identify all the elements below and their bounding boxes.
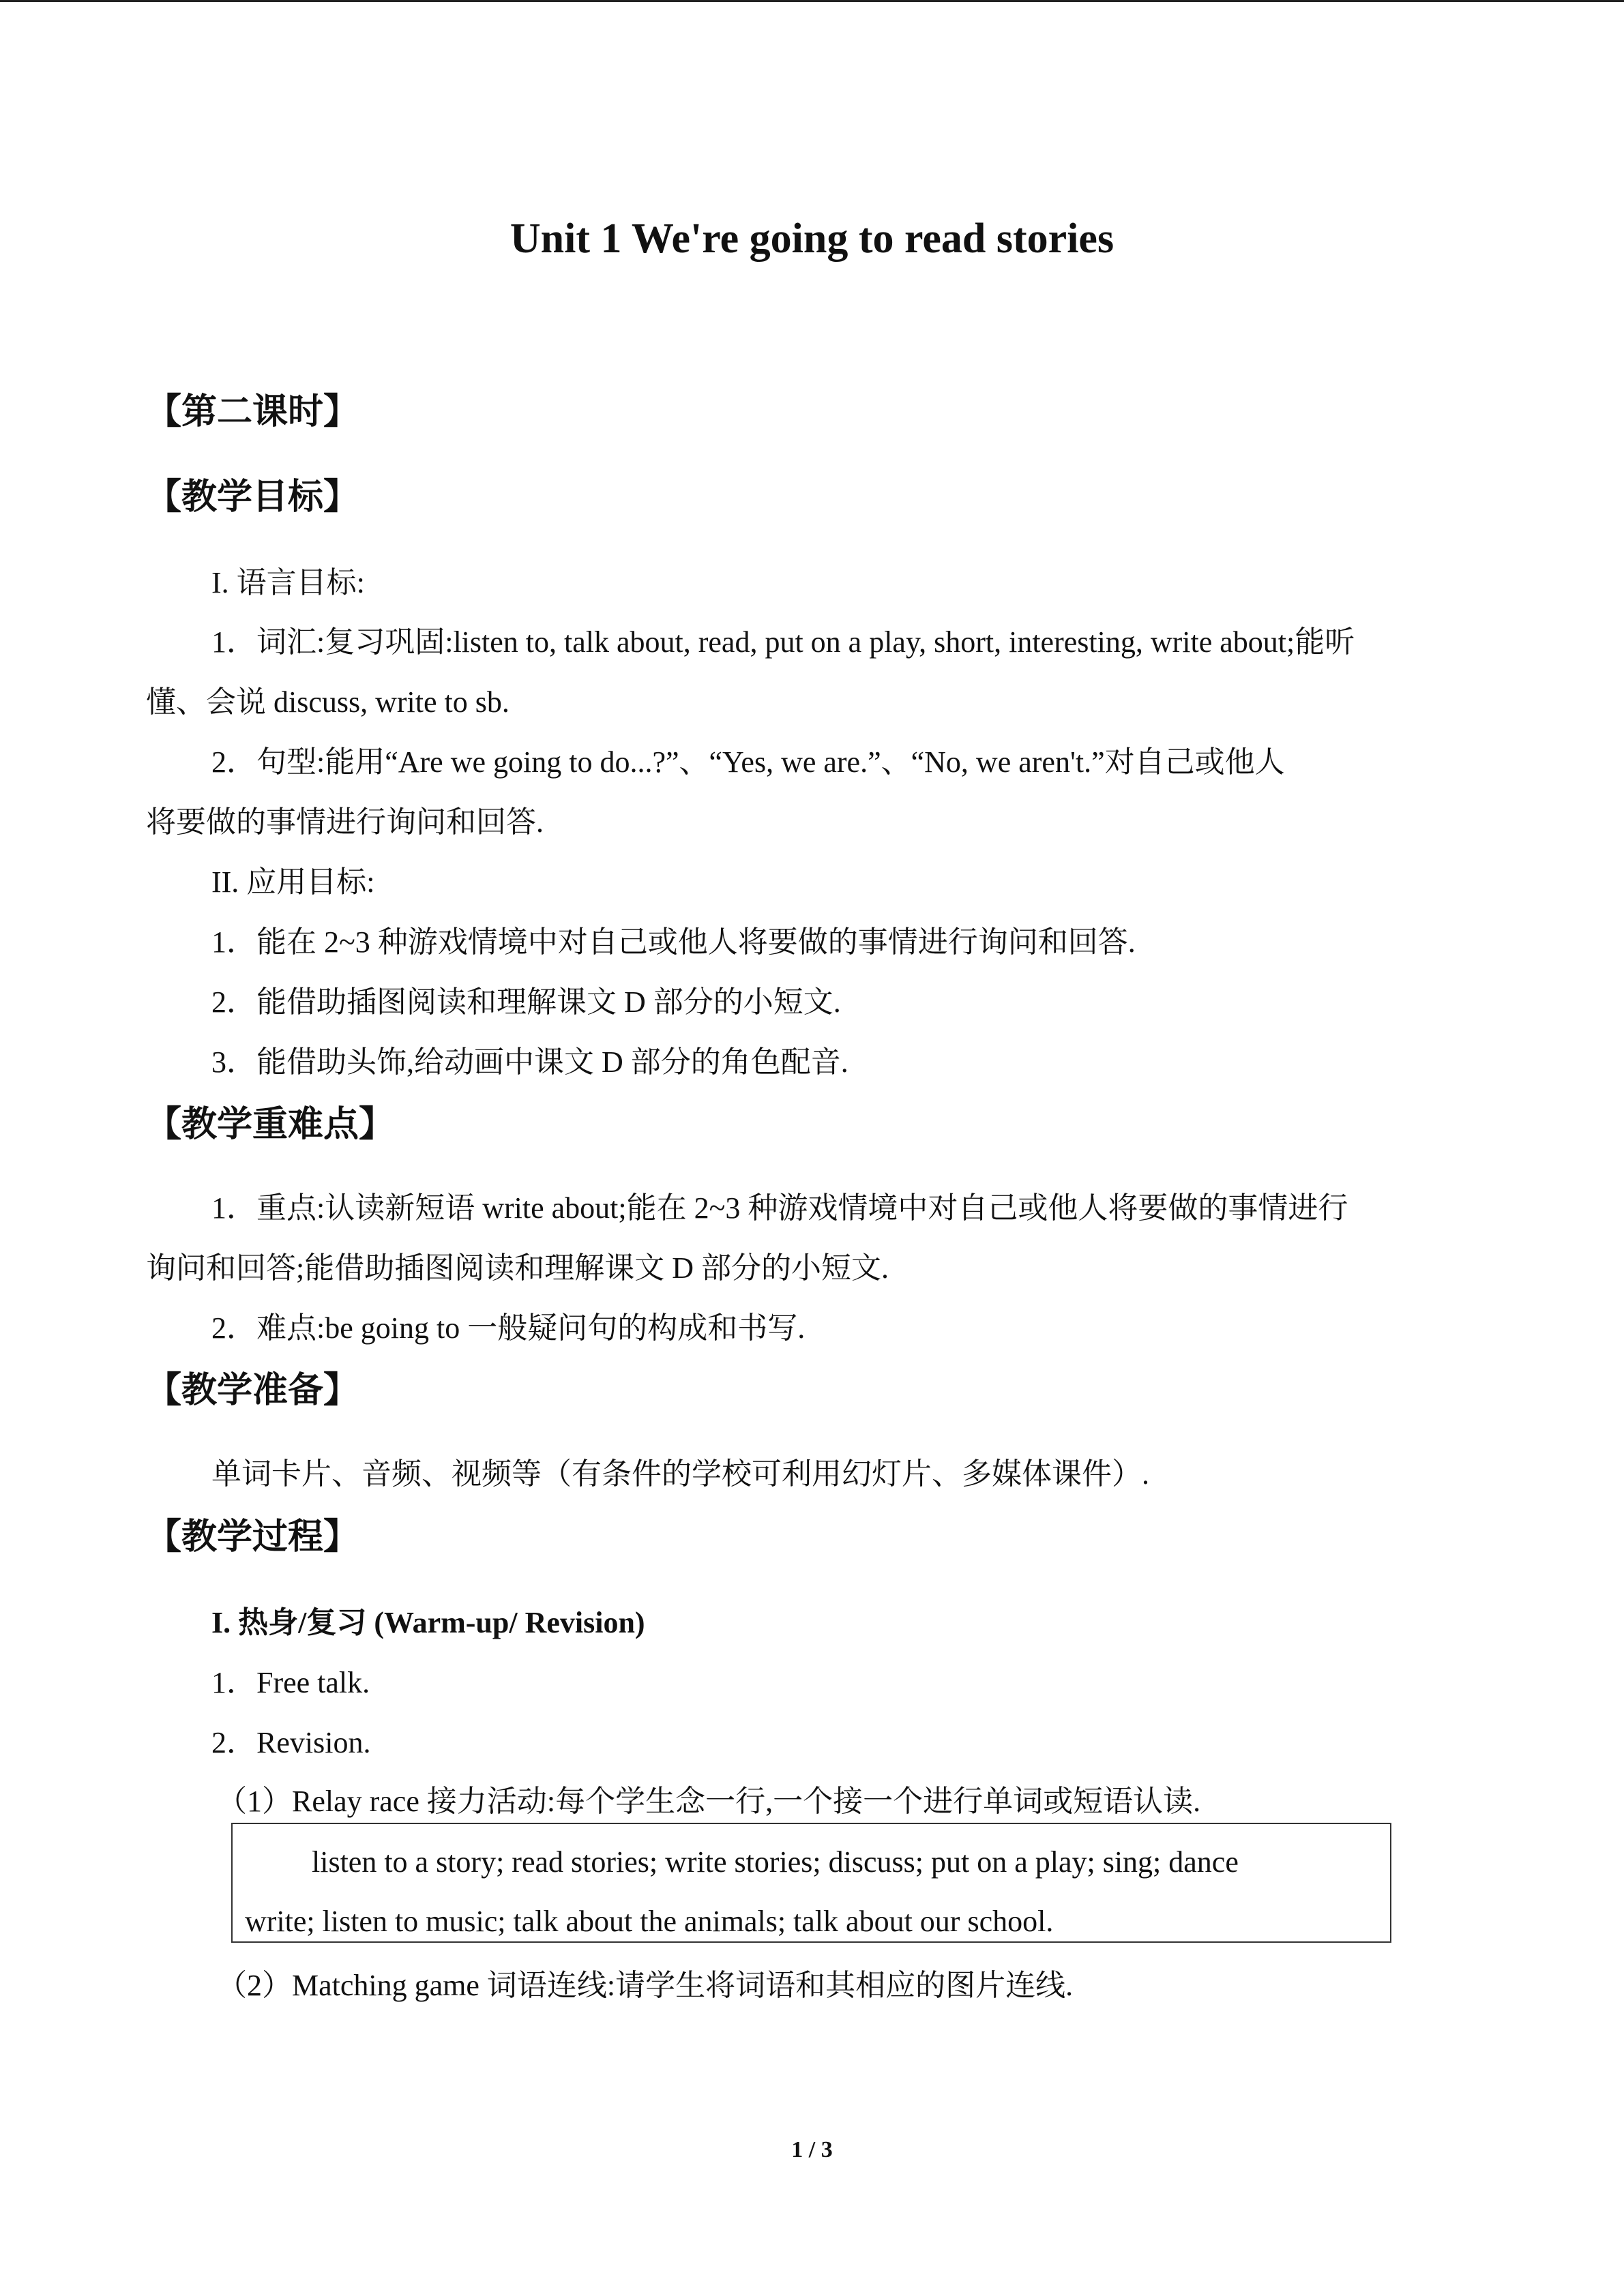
step-free-talk: 1．Free talk. xyxy=(211,1666,370,1699)
phrase-box-line-1: listen to a story; read stories; write stories; discuss; put on a play; sing; dance xyxy=(312,1845,1239,1879)
difficulty-line: 2．难点:be going to 一般疑问句的构成和书写. xyxy=(211,1311,806,1345)
sentence-pattern-line-1: 2．句型:能用“Are we going to do...?”、“Yes, we are.”、“No, we aren't.”对自己或他人 xyxy=(211,745,1285,779)
focus-line-1: 1．重点:认读新短语 write about;能在 2~3 种游戏情境中对自己或他人将要做的事情进行 xyxy=(211,1191,1348,1225)
application-item-1: 1．能在 2~3 种游戏情境中对自己或他人将要做的事情进行询问和回答. xyxy=(211,925,1136,959)
focus-line-2: 询问和回答;能借助插图阅读和理解课文 D 部分的小短文. xyxy=(146,1251,889,1285)
section-objectives: 【教学目标】 xyxy=(146,478,359,517)
language-objectives-heading: I. 语言目标: xyxy=(211,566,365,599)
matching-game-instruction: （2）Matching game 词语连线:请学生将词语和其相应的图片连线. xyxy=(217,1969,1074,2002)
application-item-2: 2．能借助插图阅读和理解课文 D 部分的小短文. xyxy=(211,985,841,1019)
page-number: 1 / 3 xyxy=(791,2137,833,2162)
application-item-3: 3．能借助头饰,给动画中课文 D 部分的角色配音. xyxy=(211,1045,848,1079)
page-top-border xyxy=(0,0,1624,2)
section-process: 【教学过程】 xyxy=(146,1518,359,1557)
phrase-box-line-2: write; listen to music; talk about the animals; talk about our school. xyxy=(245,1905,1054,1938)
warmup-heading: I. 热身/复习 (Warm-up/ Revision) xyxy=(211,1606,645,1639)
vocabulary-line-1: 1．词汇:复习巩固:listen to, talk about, read, put on a play, short, interesting, write about;能听 xyxy=(211,625,1355,659)
vocabulary-line-2: 懂、会说 discuss, write to sb. xyxy=(146,685,510,719)
sentence-pattern-line-2: 将要做的事情进行询问和回答. xyxy=(146,805,544,839)
step-revision: 2．Revision. xyxy=(211,1726,371,1759)
document-title: Unit 1 We're going to read stories xyxy=(510,215,1114,262)
preparation-text: 单词卡片、音频、视频等（有条件的学校可利用幻灯片、多媒体课件）. xyxy=(211,1457,1149,1491)
section-key-points: 【教学重难点】 xyxy=(146,1105,395,1144)
phrase-box xyxy=(231,1823,1391,1943)
relay-race-instruction: （1）Relay race 接力活动:每个学生念一行,一个接一个进行单词或短语认读. xyxy=(217,1785,1201,1818)
section-period: 【第二课时】 xyxy=(146,393,359,432)
application-objectives-heading: II. 应用目标: xyxy=(211,865,375,899)
section-preparation: 【教学准备】 xyxy=(146,1371,359,1410)
